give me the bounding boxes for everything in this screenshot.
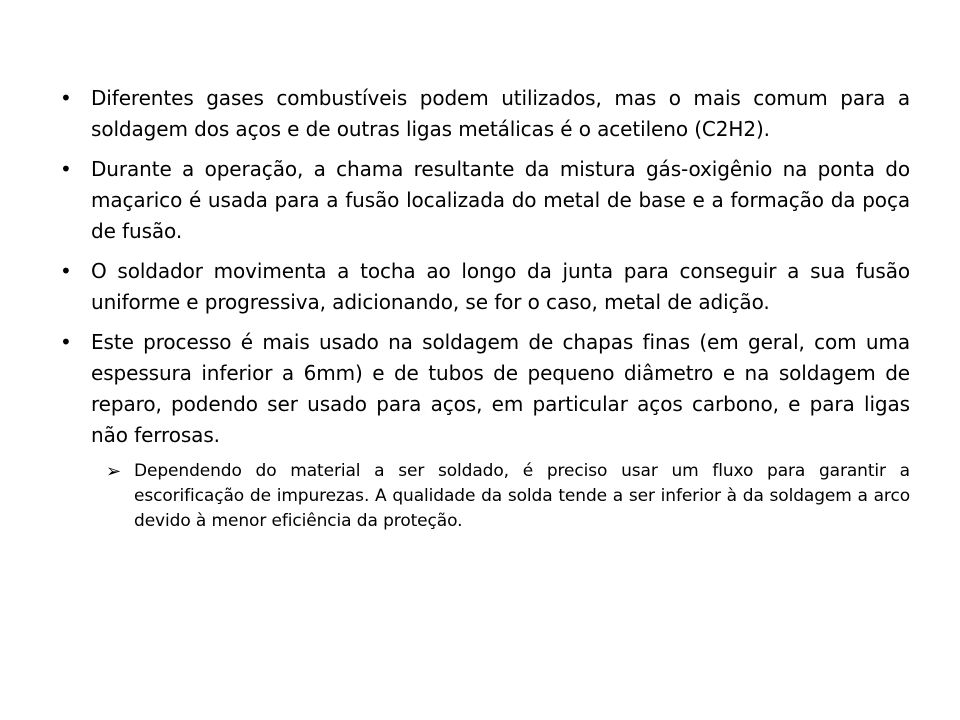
bullet-dot-icon: • bbox=[60, 157, 72, 181]
arrow-bullet-icon: ➢ bbox=[106, 461, 122, 482]
sub-bullet-item-1 bbox=[91, 459, 910, 534]
bullet-dot-icon: • bbox=[60, 259, 72, 283]
bullet-list bbox=[60, 83, 910, 543]
bullet-item-1 bbox=[60, 83, 910, 145]
bullet-item-4 bbox=[60, 327, 910, 534]
sub-bullet-text: Dependendo do material a ser soldado, é preciso usar um fluxo para garantir a escorificação de impurezas. A qualidade da solda tende a ser inferior à da soldagem a arco devido à menor eficiência da proteção. bbox=[134, 461, 910, 531]
bullet-text: Diferentes gases combustíveis podem utilizados, mas o mais comum para a soldagem dos aços e de outras ligas metálicas é o acetileno (C2H2). bbox=[91, 86, 910, 141]
bullet-dot-icon: • bbox=[60, 330, 72, 354]
bullet-text: O soldador movimenta a tocha ao longo da junta para conseguir a sua fusão uniforme e progressiva, adicionando, se for o caso, metal de adição. bbox=[91, 259, 910, 314]
bullet-text: Este processo é mais usado na soldagem de chapas finas (em geral, com uma espessura inferior a 6mm) e de tubos de pequeno diâmetro e na soldagem de reparo, podendo ser usado para aços, em particular aços carbono, e para ligas não ferrosas. bbox=[91, 330, 910, 447]
bullet-text: Durante a operação, a chama resultante da mistura gás-oxigênio na ponta do maçarico é usada para a fusão localizada do metal de base e a formação da poça de fusão. bbox=[91, 157, 910, 243]
bullet-dot-icon: • bbox=[60, 86, 72, 110]
sub-bullet-list bbox=[91, 459, 910, 534]
bullet-item-2 bbox=[60, 154, 910, 247]
bullet-item-3 bbox=[60, 256, 910, 318]
